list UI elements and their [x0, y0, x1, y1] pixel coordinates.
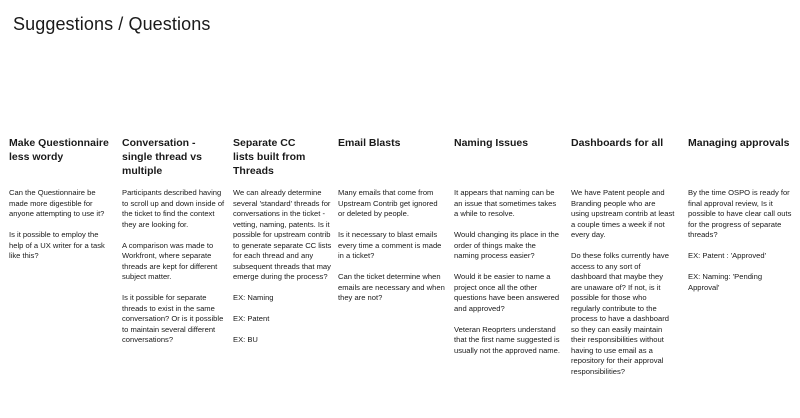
paragraph: A comparison was made to Workfront, where separate threads are kept for different subject matter. [122, 240, 218, 281]
column-naming-issues [454, 136, 562, 355]
paragraph: Would changing its place in the order of things make the naming process easier? [454, 230, 559, 260]
paragraph: Participants described having to scroll up and down inside of the ticket to find the context they are looking for. [122, 188, 225, 229]
column-title: Managing approvals [688, 137, 790, 149]
column-conversation-threads [122, 136, 226, 344]
column-body [233, 188, 337, 356]
column-title: Conversation - single thread vs multiple [122, 137, 202, 177]
column-body [571, 188, 675, 388]
paragraph: EX: Patent : 'Approved' [688, 251, 767, 260]
column-title: Dashboards for all [571, 137, 664, 149]
paragraph: Can the Questionnaire be made more digestible for anyone attempting to use it? [9, 188, 105, 218]
column-title: Separate CC lists built from Threads [233, 137, 306, 177]
paragraph: By the time OSPO is ready for final approval review, Is it possible to have clear call outs for the progress of separate threads? [688, 188, 792, 239]
column-title: Email Blasts [338, 137, 401, 149]
column-title: Naming Issues [454, 137, 529, 149]
paragraph: It appears that naming can be an issue that sometimes takes a while to resolve. [454, 188, 557, 218]
paragraph: Is it necessary to blast emails every time a comment is made in a ticket? [338, 230, 442, 260]
column-body [9, 188, 112, 272]
paragraph: EX: Naming: 'Pending Approval' [688, 272, 763, 292]
column-body [338, 188, 446, 314]
paragraph: Many emails that come from Upstream Contrib get ignored or deleted by people. [338, 188, 438, 218]
column-body [122, 188, 226, 356]
column-managing-approvals [688, 136, 794, 292]
paragraph: EX: Patent [233, 314, 270, 323]
paragraph: Veteran Reoprters understand that the first name suggested is usually not the approved name. [454, 324, 560, 355]
paragraph: Is it possible to employ the help of a UX writer for a task like this? [9, 230, 105, 260]
paragraph: EX: Naming [233, 293, 274, 302]
paragraph: Do these folks currently have access to any sort of dashboard that maybe they are unaware of? If not, is it possible for those who regularly contribute to the process to have a dashboard so they can easily maintain their responsibilities without having to use email as a repository for their approval responsibilities? [571, 251, 669, 376]
paragraph: Can the ticket determine when emails are necessary and when they are not? [338, 272, 445, 302]
column-make-questionnaire-less-wordy [9, 136, 112, 260]
paragraph: EX: BU [233, 335, 258, 344]
column-title: Make Questionnaire less wordy [9, 137, 109, 163]
column-dashboards-for-all [571, 136, 675, 376]
column-body [688, 188, 794, 304]
column-body [454, 188, 562, 367]
page-title: Suggestions / Questions [13, 14, 211, 34]
paragraph: Would it be easier to name a project once all the other questions have been answered and approved? [454, 272, 560, 313]
column-email-blasts [338, 136, 446, 302]
paragraph: We can already determine several 'standard' threads for conversations in the ticket - vetting, naming, patents. Is it possible for upstream contrib to generate separate CC lists for each thread and any subsequent threads that may emerge during the process? [233, 188, 332, 281]
column-separate-cc-lists [233, 136, 337, 344]
paragraph: We have Patent people and Branding people who are using upstream contrib at least a couple times a week if not every day. [571, 188, 675, 239]
paragraph: Is it possible for separate threads to exist in the same conversation? Or is it possible to maintain several different conversations? [122, 293, 224, 344]
